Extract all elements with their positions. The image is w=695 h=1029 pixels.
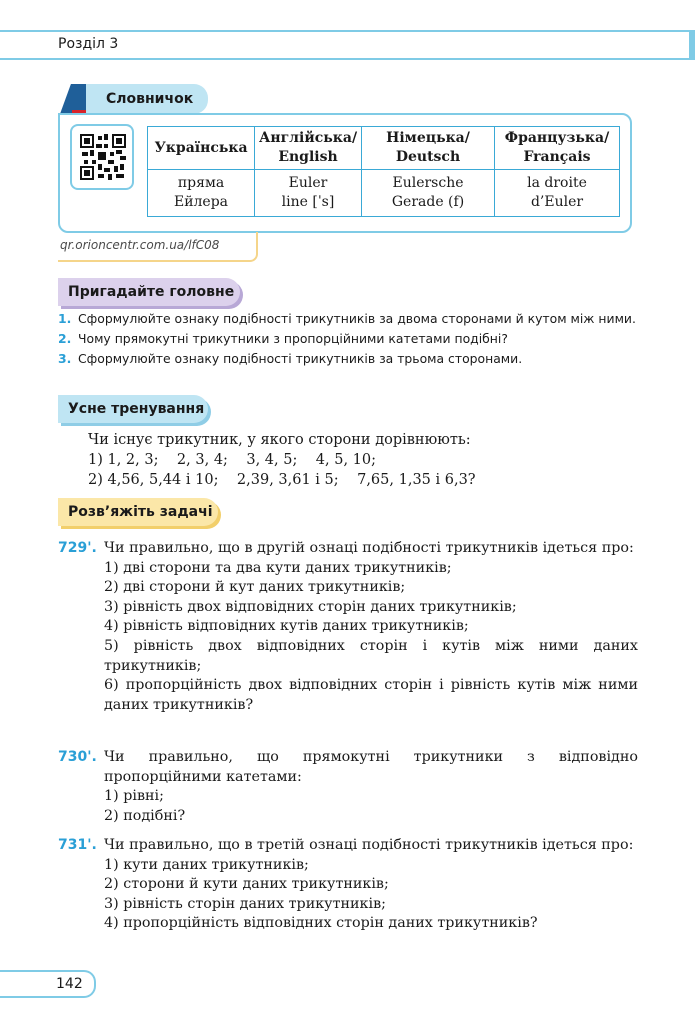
item-text: Чому прямокутні трикутники з пропорційними катетами подібні? xyxy=(78,331,508,346)
oral-line: Чи існує трикутник, у якого сторони дорівнюють: xyxy=(88,432,471,448)
glossary-title: Словничок xyxy=(86,84,208,114)
page-header xyxy=(0,30,695,60)
qr-link[interactable]: qr.orioncentr.com.ua/lfC08 xyxy=(58,232,258,262)
task-question: Чи правильно, що прямокутні трикутники з відповідно пропорційними катетами: xyxy=(104,749,638,785)
task-option: 3) рівність сторін даних трикутників; xyxy=(104,895,386,912)
recall-title: Пригадайте головне xyxy=(58,278,240,306)
task-option: 4) рівність відповідних кутів даних трикутників; xyxy=(104,618,469,635)
section-title: Розділ 3 xyxy=(58,36,119,52)
task-option: 2) сторони й кути даних трикутників; xyxy=(104,876,389,893)
item-number: 3. xyxy=(58,351,72,366)
task-number: 730'. xyxy=(58,749,97,765)
task-number: 731'. xyxy=(58,837,97,853)
task-option: 5) рівність двох відповідних сторін і кутів між ними даних трикутників; xyxy=(104,637,638,674)
header-cap xyxy=(689,30,695,60)
task-question: Чи правильно, що в другій ознаці подібності трикутників ідеться про: xyxy=(104,540,634,556)
qr-code-pattern xyxy=(80,134,126,180)
glossary-tab xyxy=(60,84,210,114)
task-option: 3) рівність двох відповідних сторін даних трикутників; xyxy=(104,598,517,615)
item-number: 2. xyxy=(58,331,72,346)
task-question: Чи правильно, що в третій ознаці подібності трикутників ідеться про: xyxy=(104,837,634,853)
task-729 xyxy=(58,539,638,715)
oral-line: 1) 1, 2, 3; 2, 3, 4; 3, 4, 5; 4, 5, 10; xyxy=(88,452,377,468)
term-english: Euler line [ˈs] xyxy=(255,170,362,217)
task-option: 6) пропорційність двох відповідних сторін і рівність кутів між ними даних трикутників? xyxy=(104,677,638,713)
recall-list xyxy=(58,311,638,371)
solve-title: Розв’яжіть задачі xyxy=(58,498,218,526)
glossary-table xyxy=(147,126,620,217)
glossary-term-row xyxy=(148,170,620,217)
task-option: 1) кути даних трикутників; xyxy=(104,856,309,873)
term-ukrainian: пряма Ейлера xyxy=(148,170,255,217)
list-item xyxy=(58,331,638,347)
task-option: 1) дві сторони та два кути даних трикутників; xyxy=(104,559,452,576)
oral-training-text xyxy=(88,430,628,490)
header-german: Німецька/ Deutsch xyxy=(362,127,495,170)
item-text: Сформулюйте ознаку подібності трикутників за двома сторонами й кутом між ними. xyxy=(78,311,636,326)
oral-line: 2) 4,56, 5,44 і 10; 2,39, 3,61 і 5; 7,65, 1,35 і 6,3? xyxy=(88,472,476,488)
task-731 xyxy=(58,836,638,934)
task-730 xyxy=(58,748,638,826)
oral-training-title: Усне тренування xyxy=(58,395,208,423)
task-option: 2) подібні? xyxy=(104,807,186,824)
term-german: Eulersche Gerade (f) xyxy=(362,170,495,217)
item-number: 1. xyxy=(58,311,72,326)
page-number: 142 xyxy=(56,976,83,992)
page-number-tab xyxy=(0,970,96,998)
header-english: Англійська/ English xyxy=(255,127,362,170)
item-text: Сформулюйте ознаку подібності трикутників за трьома сторонами. xyxy=(78,351,523,366)
header-french: Французька/ Français xyxy=(495,127,620,170)
task-option: 4) пропорційність відповідних сторін даних трикутників? xyxy=(104,915,538,932)
header-ukrainian: Українська xyxy=(148,127,255,170)
list-item xyxy=(58,351,638,367)
list-item xyxy=(58,311,638,327)
task-number: 729'. xyxy=(58,540,97,556)
term-french: la droite d’Euler xyxy=(495,170,620,217)
task-option: 1) рівні; xyxy=(104,788,164,805)
glossary-header-row xyxy=(148,127,620,170)
task-option: 2) дві сторони й кут даних трикутників; xyxy=(104,579,406,596)
qr-code-icon[interactable] xyxy=(70,124,134,190)
